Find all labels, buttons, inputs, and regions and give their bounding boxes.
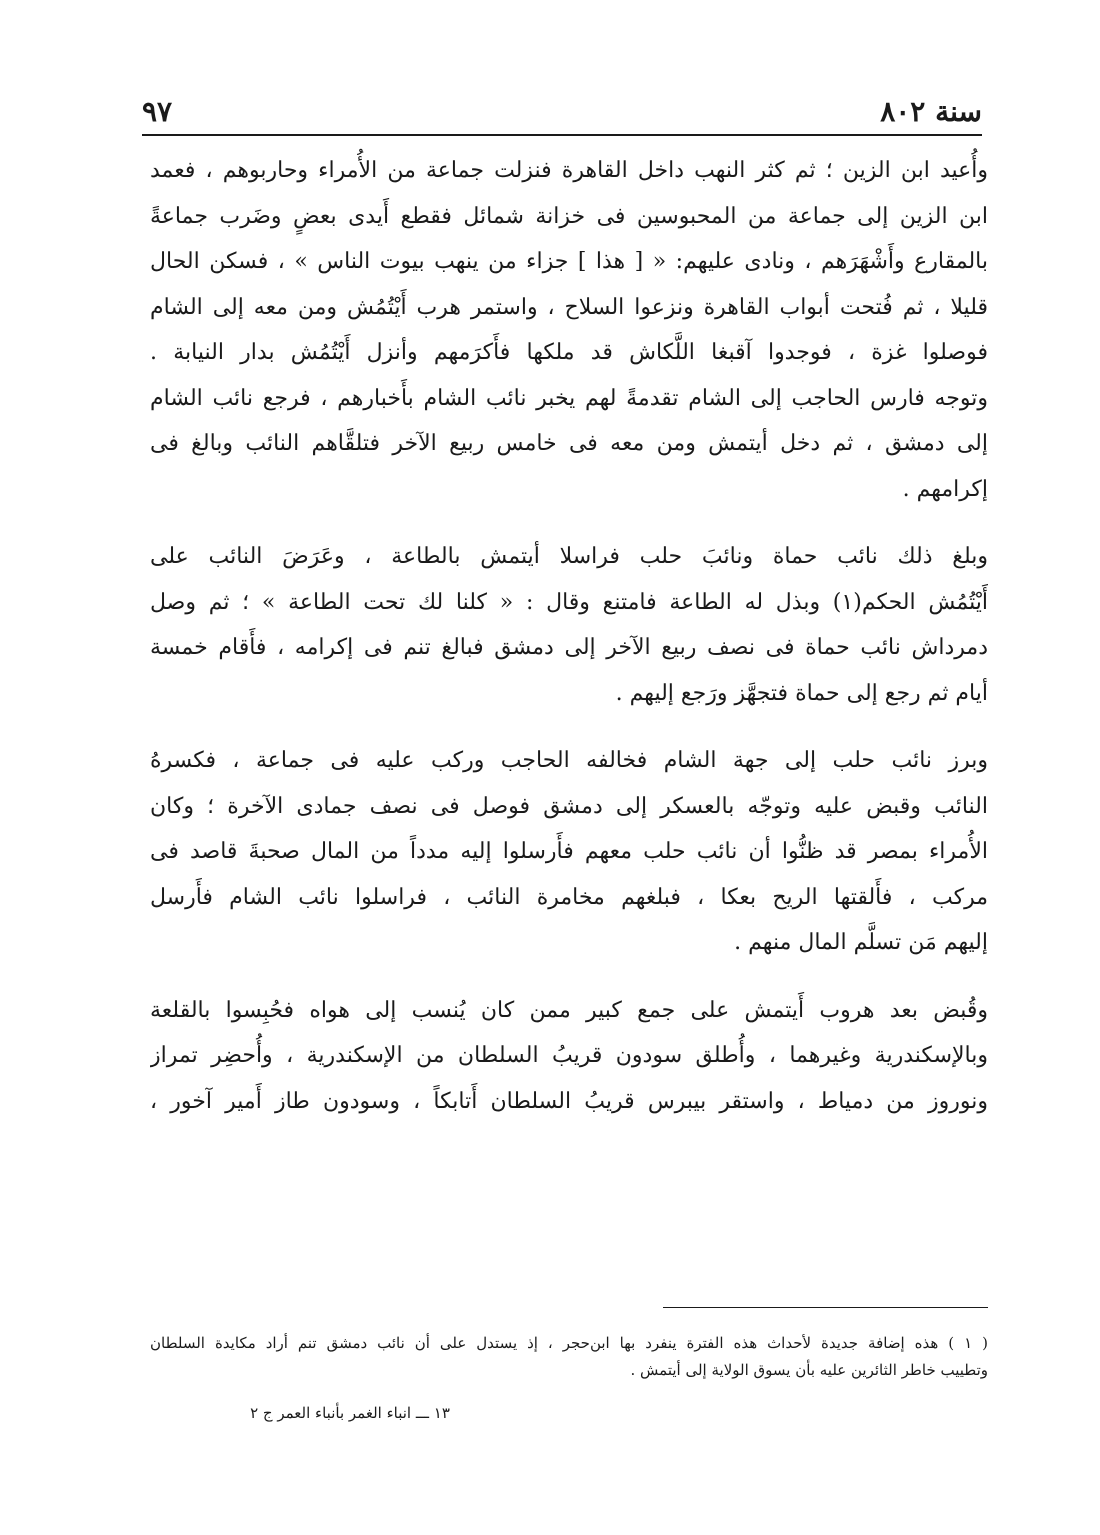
text-line: مركب ، فأَلقتها الريح بعكا ، فبلغهم مخامرة النائب ، فراسلوا نائب الشام فأَرسل [150, 884, 988, 910]
text-line: أَيْتُمُش الحكم(١) وبذل له الطاعة فامتنع وقال : « كلنا لك تحت الطاعة » ؛ ثم وصل [150, 589, 988, 615]
text-line: إلى دمشق ، ثم دخل أيتمش ومن معه فى خامس ربيع الآخر فتلقَّاهم النائب وبالغ فى [150, 431, 988, 456]
text-line: أيام ثم رجع إلى حماة فتجهَّز ورَجع إليهم . [615, 680, 988, 706]
year-label: سنة ٨٠٢ [880, 95, 982, 128]
text-line: ابن الزين إلى جماعة من المحبوسين فى خزانة شمائل فقطع أَيدى بعضٍ وضَرب جماعةً [150, 203, 988, 229]
text-line: وأُعيد ابن الزين ؛ ثم كثر النهب داخل القاهرة فنزلت جماعة من الأُمراء وحاربوهم ، فعمد [150, 158, 988, 183]
text-line: وقُبض بعد هروب أَيتمش على جمع كبير ممن كان يُنسب إلى هواه فحُبِسوا بالقلعة [150, 997, 988, 1023]
paragraph-1 [150, 148, 988, 512]
text-line: إكرامهم . [902, 476, 988, 502]
text-line: الأُمراء بمصر قد ظنُّوا أن نائب حلب معهم فأَرسلوا إليه مدداً من المال صحبةَ قاصد فى [150, 839, 988, 864]
footnotes [150, 1330, 988, 1384]
footnote-separator [663, 1307, 988, 1308]
text-line: بالمقارع وأَشْهَرَهم ، ونادى عليهم: « [ هذا ] جزاء من ينهب بيوت الناس » ، فسكن الحال [150, 249, 988, 274]
text-line: وبالإسكندرية وغيرهما ، وأُطلق سودون قريبُ السلطان من الإسكندرية ، وأُحضِر تمراز [150, 1043, 988, 1068]
page-number: ٩٧ [142, 95, 173, 128]
text-line: وبرز نائب حلب إلى جهة الشام فخالفه الحاجب وركب عليه فى جماعة ، فكسرهُ [150, 748, 988, 773]
paragraph-3 [150, 738, 988, 966]
page-header [142, 84, 982, 136]
main-text [150, 148, 988, 1124]
paragraph-2 [150, 534, 988, 716]
text-line: وتوجه فارس الحاجب إلى الشام تقدمةً لهم يخبر نائب الشام بأَخبارهم ، فرجع نائب الشام [150, 385, 988, 411]
footnote-line: وتطييب خاطر الثائرين عليه بأن يسوق الولاية إلى أيتمش . [630, 1361, 988, 1379]
signature-line: ١٣ ـــ انباء الغمر بأنباء العمر ج ٢ [250, 1404, 450, 1422]
text-line: فوصلوا غزة ، فوجدوا آقبغا اللَّكاش قد ملكها فأَكرَمهم وأنزل أَيْتُمُش بدار النيابة . [150, 340, 988, 365]
text-line: قليلا ، ثم فُتحت أبواب القاهرة ونزعوا السلاح ، واستمر هرب أَيْتُمُش ومن معه إلى الشام [150, 294, 988, 320]
footnote-line: ( ١ ) هذه إضافة جديدة لأحداث هذه الفترة ينفرد بها ابن‌حجر ، إذ يستدل على أن نائب دمشق تنم أراد مكايدة السلطان [150, 1334, 988, 1352]
text-line: دمرداش نائب حماة فى نصف ربيع الآخر إلى دمشق فبالغ تنم فى إكرامه ، فأَقام خمسة [150, 635, 988, 660]
paragraph-4 [150, 988, 988, 1125]
text-line: وبلغ ذلك نائب حماة ونائبَ حلب فراسلا أيتمش بالطاعة ، وعَرَضَ النائب على [150, 544, 988, 569]
text-line: ونوروز من دمياط ، واستقر بيبرس قريبُ السلطان أَتابكاً ، وسودون طاز أَمير آخور ، [150, 1088, 988, 1114]
text-line: النائب وقبض عليه وتوجّه بالعسكر إلى دمشق فوصل فى نصف جمادى الآخرة ؛ وكان [150, 793, 988, 819]
text-line: إليهم مَن تسلَّم المال منهم . [734, 930, 988, 955]
